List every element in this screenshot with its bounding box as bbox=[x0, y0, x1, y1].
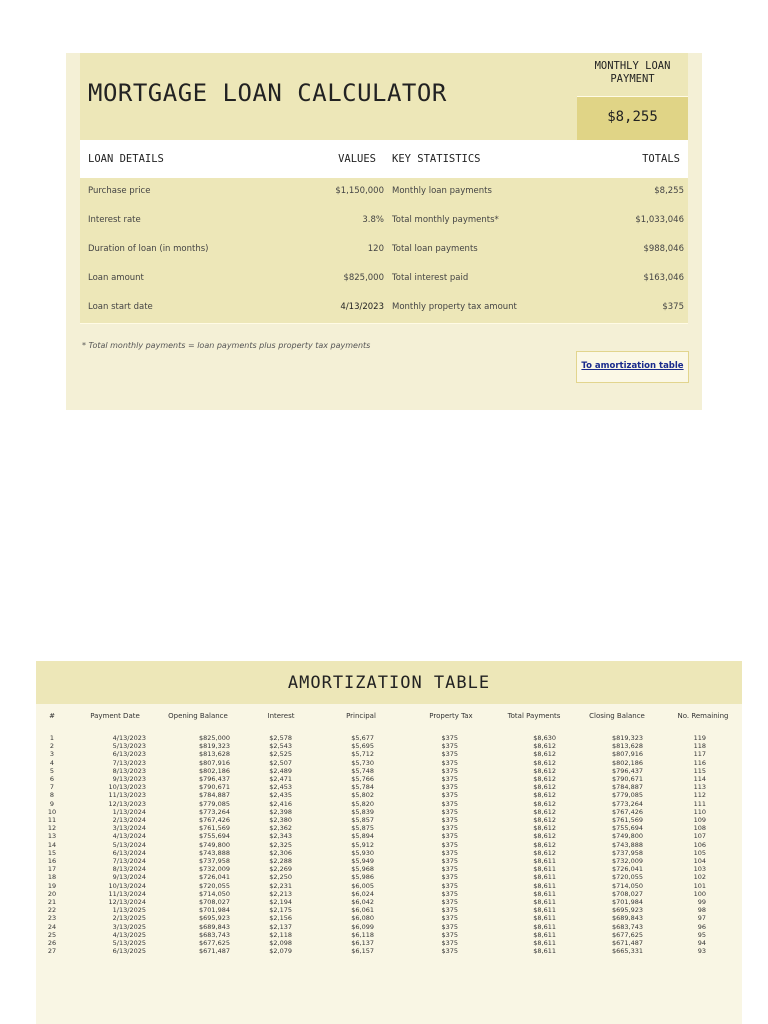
cell-no-remaining: 94 bbox=[697, 939, 706, 947]
cell-total-payments: $8,611 bbox=[533, 922, 556, 931]
cell-opening-balance: $761,569 bbox=[198, 824, 230, 833]
cell-opening-balance: $790,671 bbox=[198, 783, 230, 792]
cell-total-payments: $8,611 bbox=[533, 881, 556, 890]
cell-principal: $6,005 bbox=[351, 881, 374, 890]
cell-index: 3 bbox=[49, 750, 55, 759]
cell-closing-balance: $761,569 bbox=[611, 816, 643, 824]
cell-closing-balance: $714,050 bbox=[611, 881, 643, 890]
loan-detail-label: Loan start date bbox=[88, 302, 153, 312]
cell-closing-balance: $737,958 bbox=[611, 848, 643, 857]
cell-no-remaining: 103 bbox=[693, 865, 706, 874]
cell-property-tax: $375 bbox=[441, 816, 458, 824]
cell-interest: $2,489 bbox=[269, 766, 292, 775]
cell-property-tax: $375 bbox=[441, 947, 458, 956]
cell-principal: $5,695 bbox=[351, 742, 374, 751]
cell-closing-balance: $796,437 bbox=[611, 766, 643, 775]
cell-index: 25 bbox=[47, 930, 57, 939]
cell-opening-balance: $779,085 bbox=[198, 799, 230, 808]
cell-closing-balance: $807,916 bbox=[611, 750, 643, 759]
cell-no-remaining: 99 bbox=[697, 898, 706, 906]
cell-payment-date: 12/13/2023 bbox=[108, 799, 146, 808]
cell-principal: $5,912 bbox=[351, 840, 374, 849]
cell-interest: $2,507 bbox=[269, 758, 292, 767]
cell-total-payments: $8,612 bbox=[533, 766, 556, 775]
cell-closing-balance: $773,264 bbox=[611, 799, 643, 808]
cell-interest: $2,194 bbox=[269, 898, 292, 906]
calculator-rows bbox=[80, 178, 688, 323]
cell-principal: $5,986 bbox=[351, 873, 374, 882]
cell-payment-date: 1/13/2025 bbox=[112, 906, 146, 915]
cell-interest: $2,250 bbox=[269, 873, 292, 882]
cell-property-tax: $375 bbox=[441, 873, 458, 882]
cell-principal: $5,712 bbox=[351, 750, 374, 759]
cell-index: 17 bbox=[47, 865, 57, 874]
cell-payment-date: 5/13/2024 bbox=[112, 840, 146, 849]
calculator-row bbox=[80, 294, 688, 323]
cell-no-remaining: 98 bbox=[697, 906, 706, 915]
cell-closing-balance: $755,694 bbox=[611, 824, 643, 833]
statistic-label: Total interest paid bbox=[392, 273, 469, 283]
cell-property-tax: $375 bbox=[441, 906, 458, 915]
cell-index: 5 bbox=[49, 766, 55, 775]
cell-closing-balance: $802,186 bbox=[611, 758, 643, 767]
cell-index: 1 bbox=[49, 734, 55, 742]
cell-principal: $6,137 bbox=[351, 939, 374, 947]
cell-closing-balance: $779,085 bbox=[611, 791, 643, 800]
cell-total-payments: $8,612 bbox=[533, 832, 556, 841]
cell-principal: $6,080 bbox=[351, 914, 374, 923]
cell-closing-balance: $743,888 bbox=[611, 840, 643, 849]
cell-total-payments: $8,612 bbox=[533, 807, 556, 816]
cell-no-remaining: 118 bbox=[693, 742, 706, 751]
cell-payment-date: 11/13/2024 bbox=[108, 889, 146, 898]
calculator-row bbox=[80, 178, 688, 207]
cell-opening-balance: $773,264 bbox=[198, 807, 230, 816]
cell-principal: $5,968 bbox=[351, 865, 374, 874]
column-header-principal: Principal bbox=[346, 712, 376, 720]
cell-no-remaining: 104 bbox=[693, 857, 706, 865]
calculator-header bbox=[80, 53, 577, 140]
cell-index: 2 bbox=[49, 742, 55, 751]
cell-total-payments: $8,611 bbox=[533, 914, 556, 923]
cell-interest: $2,118 bbox=[269, 930, 292, 939]
cell-interest: $2,525 bbox=[269, 750, 292, 759]
cell-payment-date: 9/13/2024 bbox=[112, 873, 146, 882]
cell-property-tax: $375 bbox=[441, 783, 458, 792]
cell-principal: $5,677 bbox=[351, 734, 374, 742]
column-header-interest: Interest bbox=[267, 712, 295, 720]
column-header-opening-balance: Opening Balance bbox=[168, 712, 228, 720]
column-header-closing-balance: Closing Balance bbox=[589, 712, 645, 720]
cell-property-tax: $375 bbox=[441, 766, 458, 775]
cell-payment-date: 4/13/2023 bbox=[112, 734, 146, 742]
column-header-payment-date: Payment Date bbox=[90, 712, 140, 720]
cell-property-tax: $375 bbox=[441, 791, 458, 800]
cell-no-remaining: 107 bbox=[693, 832, 706, 841]
cell-total-payments: $8,612 bbox=[533, 758, 556, 767]
cell-no-remaining: 97 bbox=[697, 914, 706, 923]
cell-index: 10 bbox=[47, 807, 57, 816]
section-header bbox=[80, 140, 688, 178]
monthly-payment-value: $8,255 bbox=[607, 109, 658, 125]
cell-payment-date: 9/13/2023 bbox=[112, 775, 146, 783]
cell-total-payments: $8,611 bbox=[533, 898, 556, 906]
cell-total-payments: $8,611 bbox=[533, 865, 556, 874]
cell-principal: $5,748 bbox=[351, 766, 374, 775]
cell-total-payments: $8,611 bbox=[533, 906, 556, 915]
cell-no-remaining: 96 bbox=[697, 922, 706, 931]
cell-index: 4 bbox=[49, 758, 55, 767]
cell-interest: $2,325 bbox=[269, 840, 292, 849]
loan-detail-label: Interest rate bbox=[88, 215, 141, 225]
cell-payment-date: 6/13/2025 bbox=[112, 947, 146, 956]
cell-payment-date: 5/13/2023 bbox=[112, 742, 146, 751]
cell-total-payments: $8,611 bbox=[533, 873, 556, 882]
cell-index: 7 bbox=[49, 783, 55, 792]
cell-payment-date: 6/13/2023 bbox=[112, 750, 146, 759]
cell-no-remaining: 102 bbox=[693, 873, 706, 882]
cell-property-tax: $375 bbox=[441, 898, 458, 906]
cell-principal: $5,784 bbox=[351, 783, 374, 792]
cell-opening-balance: $701,984 bbox=[198, 906, 230, 915]
loan-detail-label: Duration of loan (in months) bbox=[88, 244, 209, 254]
cell-index: 16 bbox=[47, 857, 57, 865]
cell-opening-balance: $708,027 bbox=[198, 898, 230, 906]
cell-closing-balance: $819,323 bbox=[611, 734, 643, 742]
statistic-total: $8,255 bbox=[654, 186, 684, 196]
cell-payment-date: 2/13/2024 bbox=[112, 816, 146, 824]
cell-no-remaining: 101 bbox=[693, 881, 706, 890]
statistic-label: Total monthly payments* bbox=[392, 215, 499, 225]
cell-interest: $2,137 bbox=[269, 922, 292, 931]
cell-total-payments: $8,612 bbox=[533, 816, 556, 824]
cell-interest: $2,343 bbox=[269, 832, 292, 841]
cell-total-payments: $8,612 bbox=[533, 750, 556, 759]
calculator-row bbox=[80, 236, 688, 265]
cell-total-payments: $8,612 bbox=[533, 775, 556, 783]
amortization-table-link[interactable] bbox=[576, 351, 689, 383]
cell-payment-date: 1/13/2024 bbox=[112, 807, 146, 816]
cell-opening-balance: $671,487 bbox=[198, 947, 230, 956]
cell-closing-balance: $689,843 bbox=[611, 914, 643, 923]
cell-total-payments: $8,612 bbox=[533, 824, 556, 833]
amortization-section bbox=[36, 661, 742, 1024]
cell-interest: $2,231 bbox=[269, 881, 292, 890]
cell-opening-balance: $695,923 bbox=[198, 914, 230, 923]
cell-principal: $5,730 bbox=[351, 758, 374, 767]
cell-index: 12 bbox=[47, 824, 57, 833]
cell-no-remaining: 111 bbox=[693, 799, 706, 808]
cell-opening-balance: $677,625 bbox=[198, 939, 230, 947]
cell-opening-balance: $726,041 bbox=[198, 873, 230, 882]
cell-closing-balance: $767,426 bbox=[611, 807, 643, 816]
cell-no-remaining: 93 bbox=[697, 947, 706, 956]
cell-principal: $6,042 bbox=[351, 898, 374, 906]
cell-total-payments: $8,612 bbox=[533, 848, 556, 857]
cell-opening-balance: $755,694 bbox=[198, 832, 230, 841]
cell-property-tax: $375 bbox=[441, 775, 458, 783]
cell-index: 19 bbox=[47, 881, 57, 890]
cell-principal: $5,766 bbox=[351, 775, 374, 783]
cell-payment-date: 10/13/2023 bbox=[108, 783, 146, 792]
cell-total-payments: $8,611 bbox=[533, 930, 556, 939]
cell-closing-balance: $813,628 bbox=[611, 742, 643, 751]
cell-interest: $2,453 bbox=[269, 783, 292, 792]
statistic-label: Monthly loan payments bbox=[392, 186, 492, 196]
cell-principal: $5,857 bbox=[351, 816, 374, 824]
loan-detail-value: 120 bbox=[367, 244, 384, 254]
cell-opening-balance: $813,628 bbox=[198, 750, 230, 759]
cell-index: 24 bbox=[47, 922, 57, 931]
cell-interest: $2,306 bbox=[269, 848, 292, 857]
calculator-title: MORTGAGE LOAN CALCULATOR bbox=[88, 79, 447, 107]
cell-interest: $2,435 bbox=[269, 791, 292, 800]
cell-principal: $6,061 bbox=[351, 906, 374, 915]
cell-index: 22 bbox=[47, 906, 57, 915]
cell-payment-date: 3/13/2025 bbox=[112, 922, 146, 931]
cell-property-tax: $375 bbox=[441, 914, 458, 923]
cell-no-remaining: 106 bbox=[693, 840, 706, 849]
totals-heading: TOTALS bbox=[642, 153, 680, 165]
cell-interest: $2,398 bbox=[269, 807, 292, 816]
cell-property-tax: $375 bbox=[441, 799, 458, 808]
cell-no-remaining: 105 bbox=[693, 848, 706, 857]
cell-opening-balance: $743,888 bbox=[198, 848, 230, 857]
cell-payment-date: 4/13/2025 bbox=[112, 930, 146, 939]
cell-property-tax: $375 bbox=[441, 889, 458, 898]
loan-calculator-card bbox=[66, 53, 702, 410]
cell-payment-date: 8/13/2023 bbox=[112, 766, 146, 775]
statistic-total: $1,033,046 bbox=[635, 215, 684, 225]
cell-payment-date: 5/13/2025 bbox=[112, 939, 146, 947]
cell-property-tax: $375 bbox=[441, 840, 458, 849]
cell-interest: $2,156 bbox=[269, 914, 292, 923]
cell-no-remaining: 95 bbox=[697, 930, 706, 939]
cell-property-tax: $375 bbox=[441, 807, 458, 816]
cell-total-payments: $8,611 bbox=[533, 857, 556, 865]
cell-opening-balance: $784,887 bbox=[198, 791, 230, 800]
cell-closing-balance: $701,984 bbox=[611, 898, 643, 906]
cell-total-payments: $8,611 bbox=[533, 947, 556, 956]
cell-principal: $5,839 bbox=[351, 807, 374, 816]
cell-property-tax: $375 bbox=[441, 750, 458, 759]
cell-no-remaining: 113 bbox=[693, 783, 706, 792]
cell-payment-date: 2/13/2025 bbox=[112, 914, 146, 923]
cell-opening-balance: $807,916 bbox=[198, 758, 230, 767]
cell-payment-date: 7/13/2023 bbox=[112, 758, 146, 767]
cell-principal: $5,949 bbox=[351, 857, 374, 865]
cell-index: 14 bbox=[47, 840, 57, 849]
cell-principal: $5,930 bbox=[351, 848, 374, 857]
calculator-row bbox=[80, 207, 688, 236]
statistic-total: $163,046 bbox=[643, 273, 684, 283]
cell-property-tax: $375 bbox=[441, 922, 458, 931]
cell-total-payments: $8,612 bbox=[533, 791, 556, 800]
statistic-total: $988,046 bbox=[643, 244, 684, 254]
cell-opening-balance: $720,055 bbox=[198, 881, 230, 890]
cell-payment-date: 3/13/2024 bbox=[112, 824, 146, 833]
column-header-no-remaining: No. Remaining bbox=[677, 712, 729, 720]
cell-payment-date: 10/13/2024 bbox=[108, 881, 146, 890]
cell-principal: $5,875 bbox=[351, 824, 374, 833]
cell-interest: $2,288 bbox=[269, 857, 292, 865]
cell-closing-balance: $732,009 bbox=[611, 857, 643, 865]
cell-total-payments: $8,612 bbox=[533, 799, 556, 808]
loan-detail-value: $825,000 bbox=[343, 273, 384, 283]
loan-details-heading: LOAN DETAILS bbox=[88, 153, 164, 165]
cell-opening-balance: $819,323 bbox=[198, 742, 230, 751]
cell-interest: $2,543 bbox=[269, 742, 292, 751]
loan-detail-value: $1,150,000 bbox=[335, 186, 384, 196]
cell-payment-date: 7/13/2024 bbox=[112, 857, 146, 865]
cell-closing-balance: $784,887 bbox=[611, 783, 643, 792]
loan-detail-value: 4/13/2023 bbox=[340, 302, 384, 312]
cell-total-payments: $8,612 bbox=[533, 783, 556, 792]
cell-index: 21 bbox=[47, 898, 57, 906]
cell-closing-balance: $677,625 bbox=[611, 930, 643, 939]
monthly-payment-label: MONTHLY LOAN PAYMENT bbox=[594, 60, 671, 85]
cell-closing-balance: $683,743 bbox=[611, 922, 643, 931]
cell-index: 26 bbox=[47, 939, 57, 947]
cell-index: 11 bbox=[47, 816, 57, 824]
calculator-row bbox=[80, 265, 688, 294]
cell-property-tax: $375 bbox=[441, 734, 458, 742]
cell-property-tax: $375 bbox=[441, 881, 458, 890]
cell-payment-date: 6/13/2024 bbox=[112, 848, 146, 857]
divider bbox=[80, 323, 688, 324]
cell-opening-balance: $796,437 bbox=[198, 775, 230, 783]
amortization-title: AMORTIZATION TABLE bbox=[287, 673, 491, 693]
cell-principal: $5,820 bbox=[351, 799, 374, 808]
cell-payment-date: 12/13/2024 bbox=[108, 898, 146, 906]
cell-payment-date: 11/13/2023 bbox=[108, 791, 146, 800]
cell-principal: $6,118 bbox=[351, 930, 374, 939]
cell-interest: $2,362 bbox=[269, 824, 292, 833]
cell-index: 18 bbox=[47, 873, 57, 882]
cell-total-payments: $8,612 bbox=[533, 742, 556, 751]
statistic-label: Monthly property tax amount bbox=[392, 302, 517, 312]
cell-opening-balance: $825,000 bbox=[198, 734, 230, 742]
cell-interest: $2,416 bbox=[269, 799, 292, 808]
cell-opening-balance: $737,958 bbox=[198, 857, 230, 865]
cell-no-remaining: 110 bbox=[693, 807, 706, 816]
cell-no-remaining: 112 bbox=[693, 791, 706, 800]
cell-no-remaining: 108 bbox=[693, 824, 706, 833]
column-header-index: # bbox=[49, 712, 55, 720]
cell-payment-date: 8/13/2024 bbox=[112, 865, 146, 874]
cell-opening-balance: $732,009 bbox=[198, 865, 230, 874]
cell-no-remaining: 116 bbox=[693, 758, 706, 767]
cell-total-payments: $8,630 bbox=[533, 734, 556, 742]
amortization-link-label[interactable]: To amortization table bbox=[581, 361, 684, 371]
cell-index: 15 bbox=[47, 848, 57, 857]
cell-interest: $2,213 bbox=[269, 889, 292, 898]
cell-closing-balance: $695,923 bbox=[611, 906, 643, 915]
cell-property-tax: $375 bbox=[441, 939, 458, 947]
monthly-payment-label-box bbox=[577, 53, 688, 97]
cell-total-payments: $8,611 bbox=[533, 889, 556, 898]
cell-no-remaining: 114 bbox=[693, 775, 706, 783]
loan-detail-value: 3.8% bbox=[362, 215, 384, 225]
cell-no-remaining: 109 bbox=[693, 816, 706, 824]
cell-principal: $6,024 bbox=[351, 889, 374, 898]
cell-interest: $2,269 bbox=[269, 865, 292, 874]
cell-no-remaining: 115 bbox=[693, 766, 706, 775]
cell-property-tax: $375 bbox=[441, 930, 458, 939]
cell-index: 6 bbox=[49, 775, 55, 783]
cell-closing-balance: $665,331 bbox=[611, 947, 643, 956]
monthly-payment-value-box bbox=[577, 97, 688, 140]
cell-opening-balance: $714,050 bbox=[198, 889, 230, 898]
key-statistics-heading: KEY STATISTICS bbox=[392, 153, 481, 165]
cell-principal: $6,099 bbox=[351, 922, 374, 931]
cell-closing-balance: $790,671 bbox=[611, 775, 643, 783]
cell-no-remaining: 119 bbox=[693, 734, 706, 742]
footnote: * Total monthly payments = loan payments plus property tax payments bbox=[82, 341, 371, 350]
cell-payment-date: 4/13/2024 bbox=[112, 832, 146, 841]
cell-interest: $2,175 bbox=[269, 906, 292, 915]
cell-total-payments: $8,611 bbox=[533, 939, 556, 947]
cell-opening-balance: $689,843 bbox=[198, 922, 230, 931]
cell-property-tax: $375 bbox=[441, 857, 458, 865]
cell-closing-balance: $726,041 bbox=[611, 865, 643, 874]
column-header-total-payments: Total Payments bbox=[507, 712, 561, 720]
cell-closing-balance: $749,800 bbox=[611, 832, 643, 841]
cell-total-payments: $8,612 bbox=[533, 840, 556, 849]
cell-principal: $5,894 bbox=[351, 832, 374, 841]
cell-no-remaining: 117 bbox=[693, 750, 706, 759]
statistic-total: $375 bbox=[662, 302, 684, 312]
cell-property-tax: $375 bbox=[441, 742, 458, 751]
cell-property-tax: $375 bbox=[441, 848, 458, 857]
cell-index: 8 bbox=[49, 791, 55, 800]
cell-property-tax: $375 bbox=[441, 824, 458, 833]
loan-detail-label: Purchase price bbox=[88, 186, 151, 196]
cell-index: 13 bbox=[47, 832, 57, 841]
statistic-label: Total loan payments bbox=[392, 244, 478, 254]
cell-index: 23 bbox=[47, 914, 57, 923]
cell-interest: $2,098 bbox=[269, 939, 292, 947]
cell-principal: $5,802 bbox=[351, 791, 374, 800]
amortization-title-bar bbox=[36, 661, 742, 704]
values-heading: VALUES bbox=[338, 153, 376, 165]
loan-detail-label: Loan amount bbox=[88, 273, 144, 283]
cell-property-tax: $375 bbox=[441, 758, 458, 767]
cell-closing-balance: $720,055 bbox=[611, 873, 643, 882]
cell-no-remaining: 100 bbox=[693, 889, 706, 898]
cell-property-tax: $375 bbox=[441, 832, 458, 841]
cell-opening-balance: $767,426 bbox=[198, 816, 230, 824]
cell-opening-balance: $802,186 bbox=[198, 766, 230, 775]
cell-property-tax: $375 bbox=[441, 865, 458, 874]
cell-interest: $2,079 bbox=[269, 947, 292, 956]
cell-interest: $2,578 bbox=[269, 734, 292, 742]
column-header-property-tax: Property Tax bbox=[429, 712, 473, 720]
cell-closing-balance: $708,027 bbox=[611, 889, 643, 898]
cell-principal: $6,157 bbox=[351, 947, 374, 956]
cell-opening-balance: $683,743 bbox=[198, 930, 230, 939]
cell-index: 9 bbox=[49, 799, 55, 808]
cell-index: 20 bbox=[47, 889, 57, 898]
cell-interest: $2,380 bbox=[269, 816, 292, 824]
cell-opening-balance: $749,800 bbox=[198, 840, 230, 849]
cell-index: 27 bbox=[47, 947, 57, 956]
cell-closing-balance: $671,487 bbox=[611, 939, 643, 947]
cell-interest: $2,471 bbox=[269, 775, 292, 783]
